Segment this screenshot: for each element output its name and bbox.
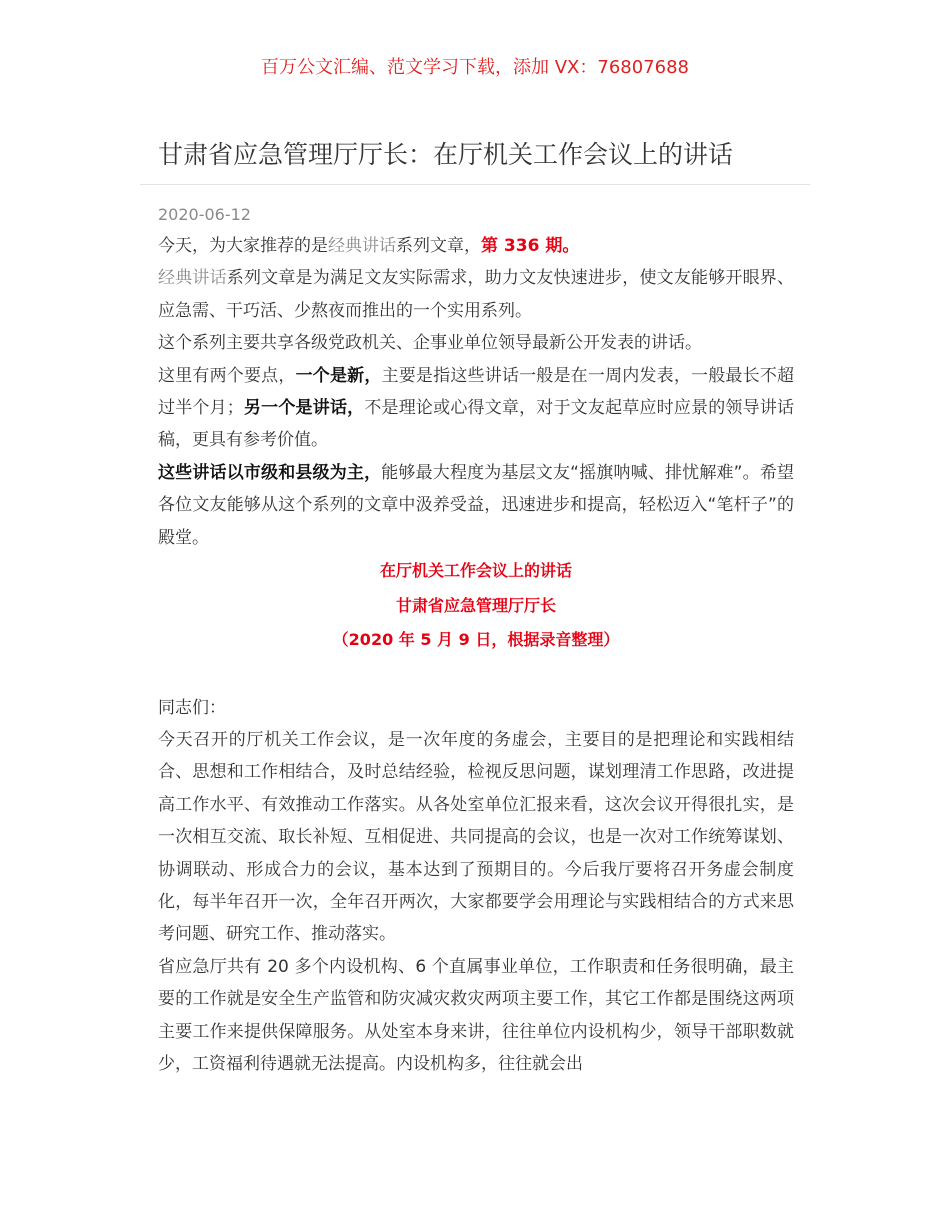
intro-text: 系列文章是为满足文友实际需求，助力文友快速进步，使文友能够开眼界、应急需、干巧活、少熬夜而推出的一个实用系列。 bbox=[158, 268, 795, 321]
speech-date-note: （2020 年 5 月 9 日，根据录音整理） bbox=[332, 630, 620, 650]
intro-paragraph-2 bbox=[158, 262, 794, 327]
speaker-title: 甘肃省应急管理厅厅长 bbox=[395, 595, 556, 615]
key-point-level: 这些讲话以市级和县级为主， bbox=[158, 462, 382, 483]
article-body bbox=[158, 230, 794, 1080]
intro-text: 系列文章， bbox=[396, 236, 481, 256]
intro-text: 主要是指这些讲话一般是在一周内发表，一般最长不超过半个月； bbox=[158, 365, 795, 419]
key-point-new: 一个是新， bbox=[295, 365, 382, 386]
blank-line bbox=[158, 658, 794, 692]
speech-salutation: 同志们： bbox=[158, 697, 226, 718]
intro-text: 今天，为大家推荐的是 bbox=[158, 236, 328, 256]
series-name: 经典讲话 bbox=[328, 236, 396, 256]
promo-banner: 百万公文汇编、范文学习下载，添加 VX：76807688 bbox=[261, 57, 689, 78]
issue-number: 第 336 期。 bbox=[481, 236, 580, 256]
intro-paragraph-4 bbox=[158, 360, 794, 457]
series-name: 经典讲话 bbox=[158, 268, 227, 289]
intro-text: 能够最大程度为基层文友“摇旗呐喊、排忧解难”。希望各位文友能够从这个系列的文章中汲养受益，迅速进步和提高，轻松迈入“笔杆子”的殿堂。 bbox=[158, 462, 794, 548]
key-point-speech: 另一个是讲话， bbox=[243, 398, 365, 419]
speech-paragraph-2: 省应急厅共有 20 多个内设机构、6 个直属事业单位，工作职责和任务很明确，最主要的工作就是安全生产监管和防灾减灾救灾两项主要工作，其它工作都是围绕这两项主要工作来提供保障服务。从处室本身来讲，往往单位内设机构少，领导干部职数就少，工资福利待遇就无法提高。内设机构多，往往就会出 bbox=[158, 956, 794, 1075]
intro-text: 这里有两个要点， bbox=[158, 365, 296, 386]
publish-date: 2020-06-12 bbox=[158, 205, 251, 224]
intro-paragraph-3: 这个系列主要共享各级党政机关、企事业单位领导最新公开发表的讲话。 bbox=[158, 333, 702, 354]
intro-paragraph-1 bbox=[158, 230, 794, 262]
article-title: 甘肃省应急管理厅厅长：在厅机关工作会议上的讲话 bbox=[158, 140, 734, 169]
title-divider bbox=[140, 184, 810, 185]
intro-text: 不是理论或心得文章，对于文友起草应时应景的领导讲话稿，更具有参考价值。 bbox=[158, 398, 795, 451]
speech-paragraph-1: 今天召开的厅机关工作会议，是一次年度的务虚会，主要目的是把理论和实践相结合、思想和工作相结合，及时总结经验，检视反思问题，谋划理清工作思路，改进提高工作水平、有效推动工作落实。从各处室单位汇报来看，这次会议开得很扎实，是一次相互交流、取长补短、互相促进、共同提高的会议，也是一次对工作统筹谋划、协调联动、形成合力的会议，基本达到了预期目的。今后我厅要将召开务虚会制度化，每半年召开一次，全年召开两次，大家都要学会用理论与实践相结合的方式来思考问题、研究工作、推动落实。 bbox=[158, 729, 794, 945]
speech-title: 在厅机关工作会议上的讲话 bbox=[379, 561, 572, 581]
intro-paragraph-5 bbox=[158, 457, 794, 554]
